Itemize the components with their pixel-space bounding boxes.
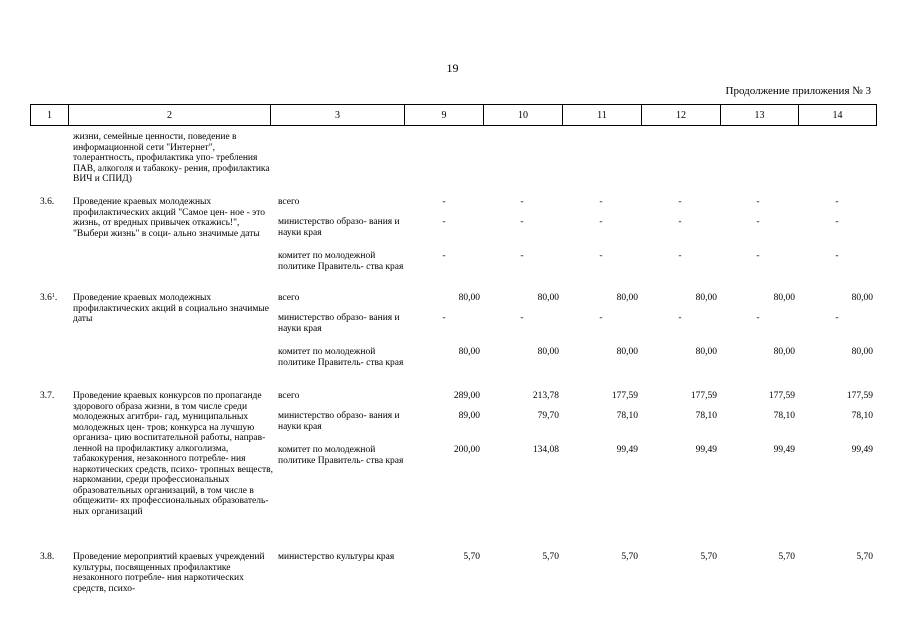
cell-value: 80,00 (537, 347, 559, 357)
cell-value: 289,00 (453, 391, 480, 401)
cell-value: - (599, 217, 603, 227)
cell-value: 5,70 (700, 552, 717, 562)
intro-description: жизни, семейные ценности, поведение в информационной сети "Интернет", толерантность, профилактика упо- требления ПАВ, алкоголя и табакоку- рения, профилактика ВИЧ и СПИД) (73, 132, 270, 184)
row-number: 3.8. (40, 552, 55, 562)
cell-value: - (756, 313, 760, 323)
row-description: Проведение краевых конкурсов по пропаганде здорового образа жизни, в том числе среди молодежных агитбри- гад, муниципальных молодежных цен- тров; конкурса на лучшую организа- цию воспитательной работы, направ- ленной на профилактику алкоголизма, табакокурения, незаконного потребле- ния наркотических средств, психо- тропных веществ, наркомании, среди профессиональных образовательных организаций, в том числе в общежити- ях профессиональных образователь- ных организаций (73, 391, 273, 517)
cell-value: - (442, 197, 446, 207)
cell-value: 78,10 (616, 411, 638, 421)
row-executor: всего (278, 293, 300, 303)
cell-value: - (678, 197, 682, 207)
cell-value: 80,00 (616, 293, 638, 303)
column-header: 3 (271, 105, 405, 126)
cell-value: 80,00 (773, 293, 795, 303)
cell-value: 80,00 (851, 347, 873, 357)
cell-value: - (678, 313, 682, 323)
cell-value: 79,70 (537, 411, 559, 421)
cell-value: 177,59 (690, 391, 717, 401)
page-number: 19 (446, 61, 459, 75)
cell-value: 213,78 (532, 391, 559, 401)
row-number: $3.6^1$. (40, 293, 58, 303)
cell-value: 5,70 (778, 552, 795, 562)
row-executor: всего (278, 391, 300, 401)
cell-value: 99,49 (851, 445, 873, 455)
row-number: 3.7. (40, 391, 55, 401)
cell-value: - (442, 251, 446, 261)
cell-value: 177,59 (846, 391, 873, 401)
row-description: Проведение краевых молодежных профилактических акций в социально значимые даты (73, 293, 269, 324)
row-number-superscript: 1 (51, 293, 55, 299)
column-header: 10 (484, 105, 563, 126)
column-header: 9 (405, 105, 484, 126)
continuation-label: Продолжение приложения № 3 (725, 85, 871, 97)
cell-value: 200,00 (453, 445, 480, 455)
cell-value: 80,00 (695, 293, 717, 303)
cell-value: - (599, 251, 603, 261)
cell-value: 78,10 (773, 411, 795, 421)
row-executor: министерство образо- вания и науки края (278, 313, 400, 334)
cell-value: - (520, 251, 524, 261)
cell-value: 5,70 (463, 552, 480, 562)
row-description: Проведение краевых молодежных профилактических акций "Самое цен- ное - это жизнь, от вредных привычек откажись!", "Выбери жизнь" в соци- ально значимые даты (73, 197, 265, 239)
cell-value: - (678, 217, 682, 227)
cell-value: - (520, 313, 524, 323)
row-executor: министерство образо- вания и науки края (278, 411, 400, 432)
cell-value: 80,00 (537, 293, 559, 303)
cell-value: - (599, 313, 603, 323)
cell-value: - (520, 217, 524, 227)
cell-value: - (756, 251, 760, 261)
column-header-table (30, 104, 877, 126)
cell-value: 99,49 (616, 445, 638, 455)
cell-value: 5,70 (542, 552, 559, 562)
cell-value: 134,08 (532, 445, 559, 455)
row-executor: комитет по молодежной политике Правитель- ства края (278, 445, 404, 466)
cell-value: - (756, 217, 760, 227)
column-header: 11 (563, 105, 642, 126)
cell-value: 177,59 (611, 391, 638, 401)
row-executor: всего (278, 197, 300, 207)
cell-value: 80,00 (851, 293, 873, 303)
cell-value: 78,10 (695, 411, 717, 421)
row-executor: министерство культуры края (278, 552, 395, 562)
cell-value: 80,00 (458, 293, 480, 303)
cell-value: - (520, 197, 524, 207)
cell-value: - (756, 197, 760, 207)
row-number: 3.6. (40, 197, 55, 207)
column-header: 1 (31, 105, 69, 126)
row-description: Проведение мероприятий краевых учреждений культуры, посвященных профилактике незаконного потребле- ния наркотических средств, психо- (73, 552, 265, 594)
row-executor: комитет по молодежной политике Правитель- ства края (278, 251, 404, 272)
cell-value: - (599, 197, 603, 207)
cell-value: - (835, 313, 839, 323)
row-executor: комитет по молодежной политике Правитель- ства края (278, 347, 404, 368)
column-header: 14 (799, 105, 877, 126)
cell-value: 80,00 (773, 347, 795, 357)
row-executor: министерство образо- вания и науки края (278, 217, 400, 238)
cell-value: 99,49 (773, 445, 795, 455)
cell-value: - (442, 313, 446, 323)
cell-value: - (835, 217, 839, 227)
cell-value: 99,49 (695, 445, 717, 455)
cell-value: 78,10 (851, 411, 873, 421)
column-header: 13 (721, 105, 799, 126)
cell-value: 5,70 (621, 552, 638, 562)
column-header: 2 (69, 105, 271, 126)
column-header: 12 (642, 105, 721, 126)
cell-value: 80,00 (695, 347, 717, 357)
column-header-row (31, 105, 877, 126)
cell-value: - (835, 197, 839, 207)
cell-value: 80,00 (616, 347, 638, 357)
cell-value: 80,00 (458, 347, 480, 357)
cell-value: 5,70 (856, 552, 873, 562)
cell-value: 89,00 (458, 411, 480, 421)
cell-value: - (442, 217, 446, 227)
cell-value: - (835, 251, 839, 261)
cell-value: 177,59 (768, 391, 795, 401)
cell-value: - (678, 251, 682, 261)
